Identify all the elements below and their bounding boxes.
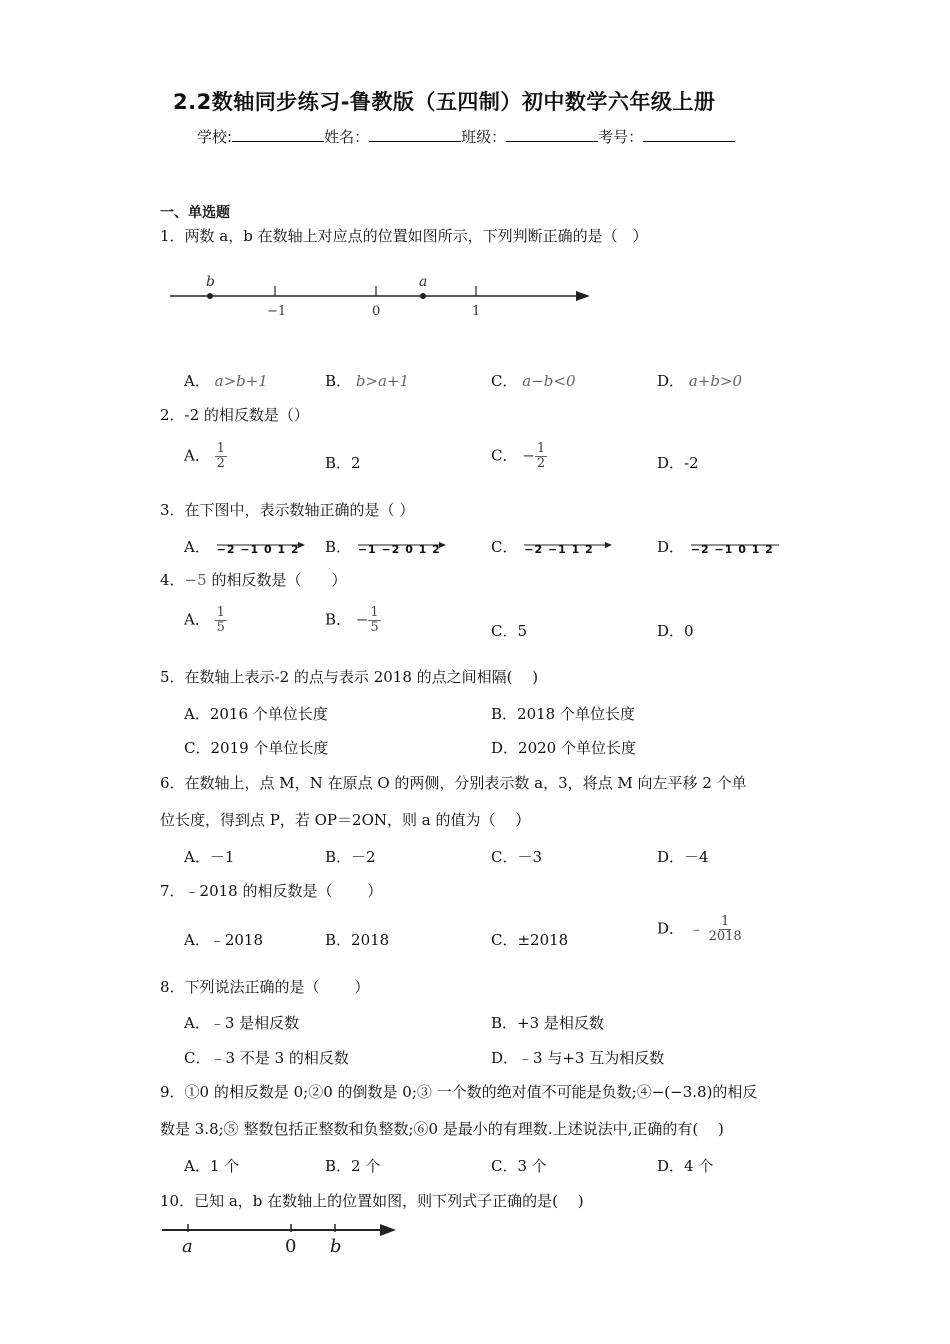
q8-option-a[interactable]: A．﹣3 是相反数 (184, 1014, 300, 1032)
q4-option-b[interactable]: B． − $\frac{1}{5}$ (325, 605, 379, 635)
q1-tick-label-1: 1 (472, 304, 481, 319)
q9-option-c[interactable]: C．3 个 (491, 1157, 547, 1175)
mini-number-line: −2 −1 1 2 (522, 539, 614, 557)
q9-option-d[interactable]: D．4 个 (657, 1157, 714, 1175)
question-9-stem-line1: 9．①0 的相反数是 0;②0 的倒数是 0;③ 一个数的绝对值不可能是负数;④−(−3.8)的相反 (160, 1083, 758, 1101)
q6-option-a[interactable]: A．－1 (184, 848, 235, 866)
fraction: $\frac{1}{2}$ (216, 441, 225, 471)
fraction: $\frac{1}{5}$ (370, 605, 379, 635)
school-blank[interactable] (232, 127, 324, 142)
q6-option-b[interactable]: B．－2 (325, 848, 376, 866)
q5-option-c[interactable]: C．2019 个单位长度 (184, 739, 329, 757)
fraction: $\frac{1}{2018}$ (708, 914, 742, 944)
mini-number-line: −2 −1 0 1 2 (215, 539, 307, 557)
q1-point-b (207, 293, 213, 299)
class-blank[interactable] (506, 127, 598, 142)
q1-option-a[interactable]: A． a>b+1 (184, 372, 268, 390)
question-4-stem: 4．−5 的相反数是（ ） (160, 571, 347, 589)
q1-point-a (420, 293, 426, 299)
question-6-stem-line2: 位长度，得到点 P，若 OP＝2ON，则 a 的值为（ ） (160, 811, 531, 829)
question-7-stem: 7．﹣2018 的相反数是（ ） (160, 882, 383, 900)
q4-option-c[interactable]: C．5 (491, 622, 528, 640)
id-label: 考号： (598, 128, 644, 146)
q10-number-line (160, 1220, 400, 1256)
id-blank[interactable] (643, 127, 735, 142)
mini-number-line: −1 −2 0 1 2 (356, 539, 448, 557)
q2-option-a[interactable]: A． $\frac{1}{2}$ (184, 441, 225, 471)
q2-option-d[interactable]: D．-2 (657, 454, 699, 472)
q1-number-line (165, 270, 595, 322)
q2-option-b[interactable]: B．2 (325, 454, 361, 472)
q2-option-c[interactable]: C． − $\frac{1}{2}$ (491, 441, 546, 471)
question-1-stem: 1．两数 a，b 在数轴上对应点的位置如图所示，下列判断正确的是（ ） (160, 227, 648, 245)
school-label: 学校: (197, 128, 233, 146)
fraction: $\frac{1}{2}$ (536, 441, 546, 471)
question-3-stem: 3．在下图中，表示数轴正确的是（ ） (160, 501, 415, 519)
q6-option-d[interactable]: D．－4 (657, 848, 709, 866)
q1-label-a: a (419, 274, 428, 290)
question-6-stem-line1: 6．在数轴上，点 M，N 在原点 O 的两侧，分别表示数 a，3，将点 M 向左平移 2 个单 (160, 774, 747, 792)
q6-option-c[interactable]: C．－3 (491, 848, 543, 866)
q8-option-c[interactable]: C．﹣3 不是 3 的相反数 (184, 1049, 349, 1067)
q4-option-d[interactable]: D．0 (657, 622, 694, 640)
q7-option-a[interactable]: A．﹣2018 (184, 931, 264, 949)
mini-number-line: −2 −1 0 1 2 (690, 543, 774, 556)
q9-option-a[interactable]: A．1 个 (184, 1157, 240, 1175)
q10-label-b: b (330, 1236, 342, 1256)
q3-option-d[interactable]: D． −2 −1 0 1 2 (657, 536, 781, 557)
q8-option-d[interactable]: D．﹣3 与+3 互为相反数 (491, 1049, 665, 1067)
class-label: 班级： (461, 128, 507, 146)
section-heading: 一、单选题 (160, 205, 230, 221)
fraction: $\frac{1}{5}$ (216, 605, 225, 635)
q3-option-c[interactable]: C． −2 −1 1 2 (491, 536, 614, 557)
q7-option-d[interactable]: D． ﹣ $\frac{1}{2018}$ (657, 914, 742, 944)
q1-tick-label-0: 0 (372, 304, 381, 319)
q10-label-0: 0 (285, 1236, 297, 1256)
student-info-line (197, 126, 735, 147)
question-8-stem: 8．下列说法正确的是（ ） (160, 978, 370, 996)
q5-option-a[interactable]: A．2016 个单位长度 (184, 705, 328, 723)
q1-label-b: b (206, 274, 215, 290)
name-label: 姓名： (324, 128, 370, 146)
q1-option-c[interactable]: C． a−b<0 (491, 372, 576, 390)
q10-label-a: a (182, 1236, 193, 1256)
q9-option-b[interactable]: B．2 个 (325, 1157, 381, 1175)
q3-option-a[interactable]: A． −2 −1 0 1 2 (184, 536, 307, 557)
question-2-stem: 2．-2 的相反数是（） (160, 406, 309, 424)
question-5-stem: 5．在数轴上表示-2 的点与表示 2018 的点之间相隔( ) (160, 668, 539, 686)
page-title: 2.2数轴同步练习-鲁教版（五四制）初中数学六年级上册 (173, 90, 716, 114)
q8-option-b[interactable]: B．+3 是相反数 (491, 1014, 604, 1032)
q4-option-a[interactable]: A． $\frac{1}{5}$ (184, 605, 225, 635)
q1-tick-label-neg1: −1 (267, 304, 287, 319)
q7-option-b[interactable]: B．2018 (325, 931, 390, 949)
q1-option-d[interactable]: D． a+b>0 (657, 372, 743, 390)
q5-option-b[interactable]: B．2018 个单位长度 (491, 705, 635, 723)
q3-option-b[interactable]: B． −1 −2 0 1 2 (325, 536, 448, 557)
q1-option-b[interactable]: B． b>a+1 (325, 372, 410, 390)
question-9-stem-line2: 数是 3.8;⑤ 整数包括正整数和负整数;⑥0 是最小的有理数.上述说法中,正确的有( ) (160, 1120, 724, 1138)
q7-option-c[interactable]: C．±2018 (491, 931, 569, 949)
name-blank[interactable] (369, 127, 461, 142)
question-10-stem: 10．已知 a，b 在数轴上的位置如图，则下列式子正确的是( ) (160, 1192, 584, 1210)
q5-option-d[interactable]: D．2020 个单位长度 (491, 739, 636, 757)
